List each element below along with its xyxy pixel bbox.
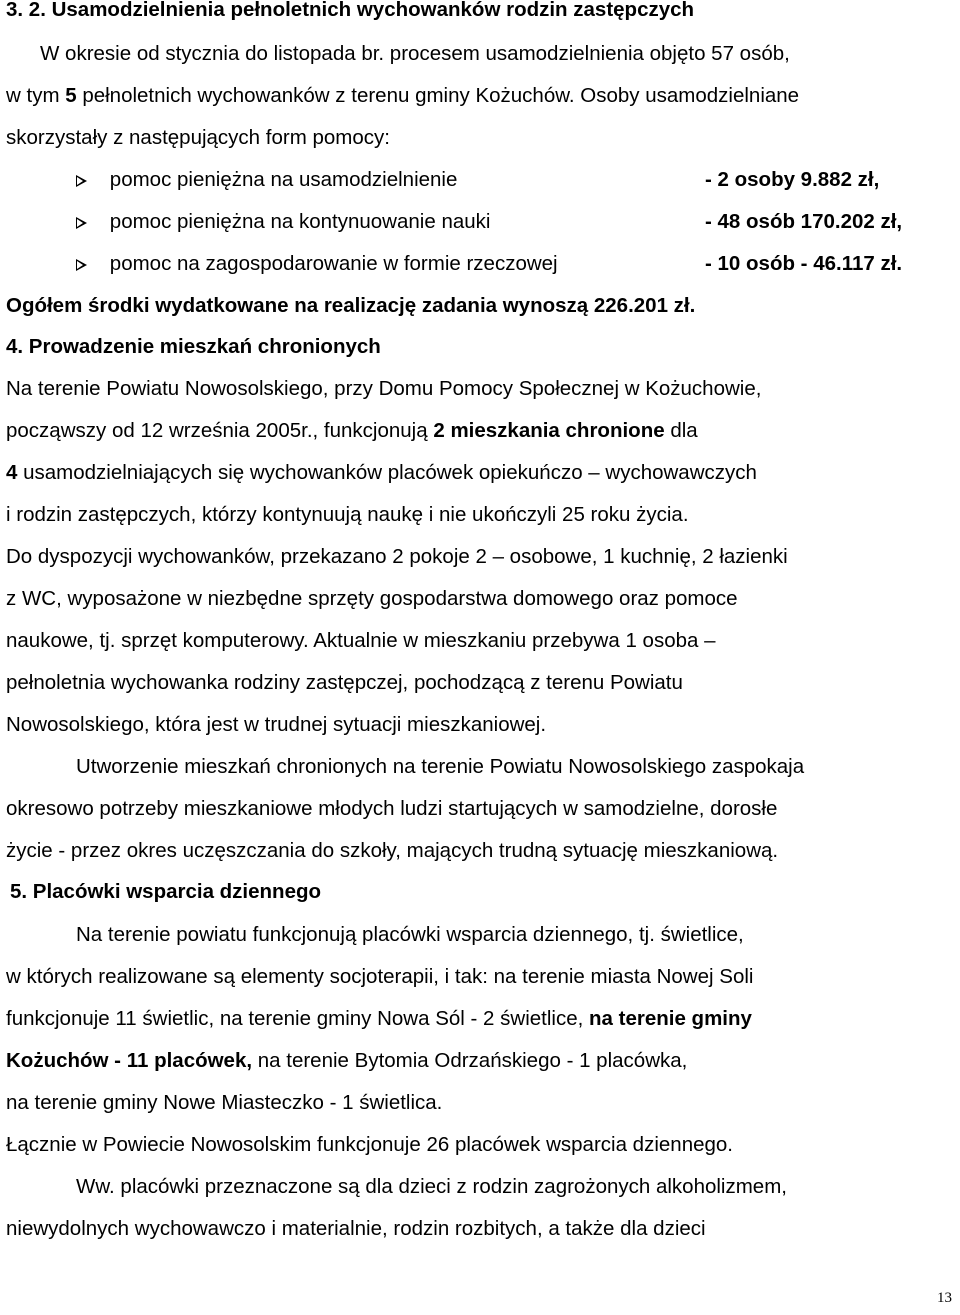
paragraph-line: okresowo potrzeby mieszkaniowe młodych ludzi startujących w samodzielne, dorosłe [6,797,778,820]
section-3-2-heading: 3. 2. Usamodzielnienia pełnoletnich wychowanków rodzin zastępczych [6,0,695,21]
paragraph-line: Łącznie w Powiecie Nowosolskim funkcjonuje 26 placówek wsparcia dziennego. [6,1133,733,1156]
list-item: pomoc pieniężna na usamodzielnienie [76,166,457,194]
paragraph-line: na terenie gminy Nowe Miasteczko - 1 świetlica. [6,1091,443,1114]
list-item: pomoc na zagospodarowanie w formie rzeczowej [76,250,558,278]
list-item: pomoc pieniężna na kontynuowanie nauki [76,208,490,236]
arrow-bullet-icon [76,259,87,271]
paragraph-line: Utworzenie mieszkań chronionych na terenie Powiatu Nowosolskiego zaspokaja [76,755,805,778]
list-item-value: - 2 osoby 9.882 zł, [705,168,880,191]
page-number: 13 [937,1290,952,1306]
total-summary: Ogółem środki wydatkowane na realizację zadania wynoszą 226.201 zł. [6,294,696,317]
paragraph-line: skorzystały z następujących form pomocy: [6,126,390,149]
paragraph-line: Na terenie Powiatu Nowosolskiego, przy Domu Pomocy Społecznej w Kożuchowie, [6,377,762,400]
paragraph-line: w tym 5 pełnoletnich wychowanków z terenu gminy Kożuchów. Osoby usamodzielniane [6,84,800,107]
paragraph-line: Do dyspozycji wychowanków, przekazano 2 pokoje 2 – osobowe, 1 kuchnię, 2 łazienki [6,545,788,568]
paragraph-line: Nowosolskiego, która jest w trudnej sytuacji mieszkaniowej. [6,713,547,736]
paragraph-line: począwszy od 12 września 2005r., funkcjonują 2 mieszkania chronione dla [6,419,698,442]
paragraph-line: życie - przez okres uczęszczania do szkoły, mających trudną sytuację mieszkaniową. [6,839,779,862]
paragraph-line: funkcjonuje 11 świetlic, na terenie gminy Nowa Sól - 2 świetlice, na terenie gminy [6,1007,752,1030]
list-item-value: - 48 osób 170.202 zł, [705,210,903,233]
paragraph-line: i rodzin zastępczych, którzy kontynuują naukę i nie ukończyli 25 roku życia. [6,503,689,526]
paragraph-line: niewydolnych wychowawczo i materialnie, rodzin rozbitych, a także dla dzieci [6,1217,706,1240]
paragraph-line: naukowe, tj. sprzęt komputerowy. Aktualnie w mieszkaniu przebywa 1 osoba – [6,629,716,652]
arrow-bullet-icon [76,175,87,187]
paragraph-line: Na terenie powiatu funkcjonują placówki wsparcia dziennego, tj. świetlice, [76,923,744,946]
paragraph-line: pełnoletnia wychowanka rodziny zastępczej, pochodzącą z terenu Powiatu [6,671,683,694]
list-item-value: - 10 osób - 46.117 zł. [705,252,903,275]
paragraph-line: z WC, wyposażone w niezbędne sprzęty gospodarstwa domowego oraz pomoce [6,587,738,610]
section-4-heading: 4. Prowadzenie mieszkań chronionych [6,335,381,358]
paragraph-line: w których realizowane są elementy socjoterapii, i tak: na terenie miasta Nowej Soli [6,965,754,988]
paragraph-line: 4 usamodzielniających się wychowanków placówek opiekuńczo – wychowawczych [6,461,757,484]
paragraph-line: Ww. placówki przeznaczone są dla dzieci z rodzin zagrożonych alkoholizmem, [76,1175,787,1198]
arrow-bullet-icon [76,217,87,229]
section-5-heading: 5. Placówki wsparcia dziennego [10,880,322,903]
paragraph-line: W okresie od stycznia do listopada br. procesem usamodzielnienia objęto 57 osób, [40,42,790,65]
paragraph-line: Kożuchów - 11 placówek, na terenie Bytomia Odrzańskiego - 1 placówka, [6,1049,688,1072]
